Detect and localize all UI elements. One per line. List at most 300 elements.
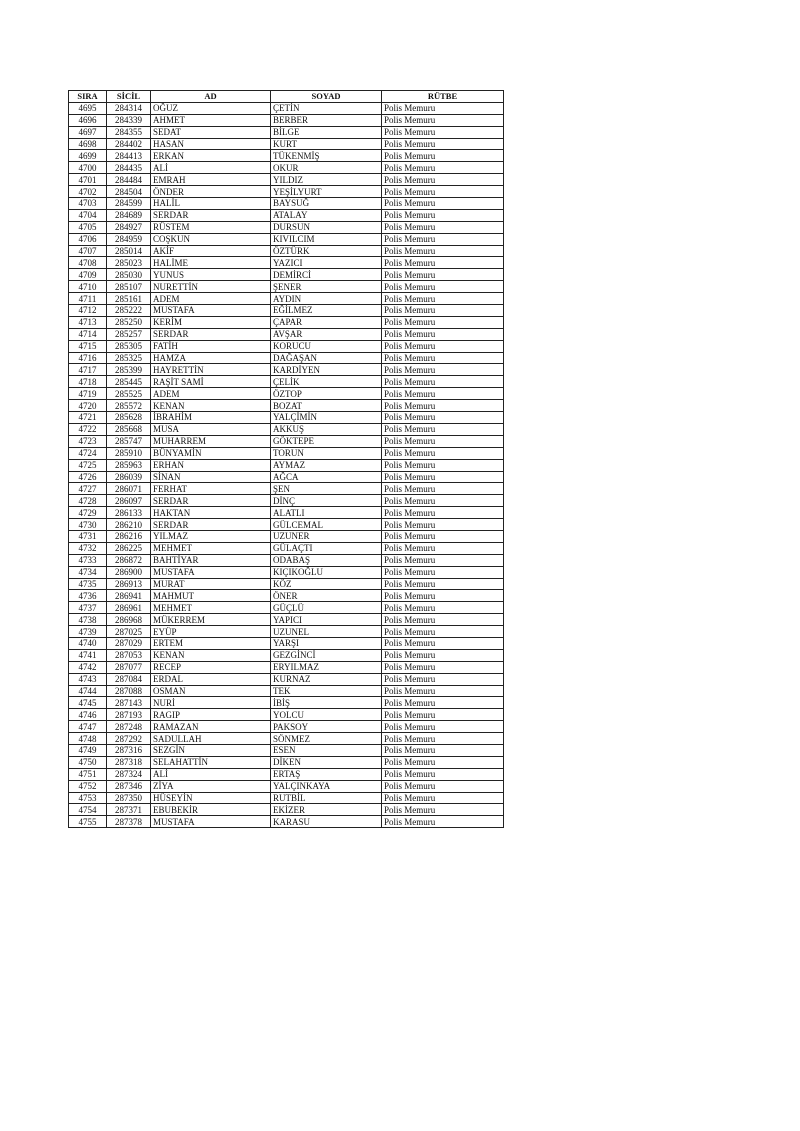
cell-rutbe: Polis Memuru xyxy=(382,626,504,638)
cell-ad: HAYRETTİN xyxy=(151,364,271,376)
cell-sira: 4718 xyxy=(69,376,107,388)
cell-rutbe: Polis Memuru xyxy=(382,768,504,780)
cell-ad: OĞUZ xyxy=(151,102,271,114)
table-row xyxy=(69,590,504,602)
cell-ad: RAMAZAN xyxy=(151,721,271,733)
cell-rutbe: Polis Memuru xyxy=(382,281,504,293)
cell-sicil: 285525 xyxy=(107,388,151,400)
cell-rutbe: Polis Memuru xyxy=(382,352,504,364)
cell-rutbe: Polis Memuru xyxy=(382,305,504,317)
cell-soyad: ERTAŞ xyxy=(271,768,382,780)
table-row xyxy=(69,542,504,554)
cell-sira: 4702 xyxy=(69,186,107,198)
cell-soyad: KURNAZ xyxy=(271,673,382,685)
cell-sicil: 285030 xyxy=(107,269,151,281)
cell-soyad: ODABAŞ xyxy=(271,554,382,566)
cell-ad: RAŞİT SAMİ xyxy=(151,376,271,388)
cell-soyad: ÖZTOP xyxy=(271,388,382,400)
cell-soyad: KIÇIKOĞLU xyxy=(271,566,382,578)
cell-ad: ALİ xyxy=(151,768,271,780)
cell-sicil: 286225 xyxy=(107,542,151,554)
cell-sira: 4753 xyxy=(69,792,107,804)
cell-sira: 4709 xyxy=(69,269,107,281)
cell-sira: 4755 xyxy=(69,816,107,828)
cell-soyad: KARDİYEN xyxy=(271,364,382,376)
cell-sicil: 285325 xyxy=(107,352,151,364)
cell-sira: 4716 xyxy=(69,352,107,364)
cell-soyad: GÜLAÇTI xyxy=(271,542,382,554)
cell-ad: BÜNYAMİN xyxy=(151,447,271,459)
cell-ad: MURAT xyxy=(151,578,271,590)
cell-ad: HÜSEYİN xyxy=(151,792,271,804)
cell-sicil: 286216 xyxy=(107,530,151,542)
cell-soyad: BERBER xyxy=(271,114,382,126)
cell-sira: 4734 xyxy=(69,566,107,578)
cell-ad: EBUBEKİR xyxy=(151,804,271,816)
cell-sira: 4713 xyxy=(69,316,107,328)
cell-soyad: SÖNMEZ xyxy=(271,733,382,745)
table-row xyxy=(69,102,504,114)
table-row xyxy=(69,661,504,673)
cell-soyad: TEK xyxy=(271,685,382,697)
cell-soyad: ESEN xyxy=(271,744,382,756)
cell-rutbe: Polis Memuru xyxy=(382,198,504,210)
cell-ad: KENAN xyxy=(151,649,271,661)
cell-sicil: 286039 xyxy=(107,471,151,483)
cell-sicil: 287143 xyxy=(107,697,151,709)
cell-rutbe: Polis Memuru xyxy=(382,709,504,721)
cell-ad: AHMET xyxy=(151,114,271,126)
cell-soyad: AYMAZ xyxy=(271,459,382,471)
table-row xyxy=(69,233,504,245)
table-row xyxy=(69,637,504,649)
cell-sira: 4729 xyxy=(69,507,107,519)
table-row xyxy=(69,352,504,364)
cell-soyad: TÜKENMİŞ xyxy=(271,150,382,162)
cell-sira: 4725 xyxy=(69,459,107,471)
cell-sicil: 286968 xyxy=(107,614,151,626)
cell-rutbe: Polis Memuru xyxy=(382,138,504,150)
cell-sicil: 284413 xyxy=(107,150,151,162)
cell-rutbe: Polis Memuru xyxy=(382,507,504,519)
cell-rutbe: Polis Memuru xyxy=(382,233,504,245)
cell-soyad: AĞCA xyxy=(271,471,382,483)
cell-ad: ERTEM xyxy=(151,637,271,649)
cell-ad: RECEP xyxy=(151,661,271,673)
cell-sicil: 287350 xyxy=(107,792,151,804)
cell-sicil: 285747 xyxy=(107,435,151,447)
header-sira: SIRA xyxy=(69,91,107,103)
table-row xyxy=(69,709,504,721)
table-row xyxy=(69,519,504,531)
cell-sicil: 285668 xyxy=(107,423,151,435)
cell-sicil: 285161 xyxy=(107,293,151,305)
table-row xyxy=(69,316,504,328)
cell-ad: HAKTAN xyxy=(151,507,271,519)
table-body xyxy=(69,102,504,827)
cell-rutbe: Polis Memuru xyxy=(382,435,504,447)
cell-soyad: YARŞI xyxy=(271,637,382,649)
cell-soyad: KARASU xyxy=(271,816,382,828)
cell-sicil: 285250 xyxy=(107,316,151,328)
table-row xyxy=(69,780,504,792)
cell-sira: 4700 xyxy=(69,162,107,174)
cell-rutbe: Polis Memuru xyxy=(382,459,504,471)
table-row xyxy=(69,697,504,709)
table-row xyxy=(69,364,504,376)
cell-rutbe: Polis Memuru xyxy=(382,590,504,602)
cell-ad: ERDAL xyxy=(151,673,271,685)
cell-sira: 4747 xyxy=(69,721,107,733)
cell-ad: SELAHATTİN xyxy=(151,756,271,768)
table-row xyxy=(69,554,504,566)
table-row xyxy=(69,150,504,162)
cell-ad: YILMAZ xyxy=(151,530,271,542)
cell-soyad: GEZGİNCİ xyxy=(271,649,382,661)
cell-sira: 4743 xyxy=(69,673,107,685)
cell-rutbe: Polis Memuru xyxy=(382,447,504,459)
cell-sicil: 285910 xyxy=(107,447,151,459)
cell-soyad: KURT xyxy=(271,138,382,150)
cell-sira: 4732 xyxy=(69,542,107,554)
cell-sira: 4705 xyxy=(69,221,107,233)
cell-sicil: 285014 xyxy=(107,245,151,257)
cell-sira: 4712 xyxy=(69,305,107,317)
cell-ad: ZİYA xyxy=(151,780,271,792)
cell-sicil: 287248 xyxy=(107,721,151,733)
cell-rutbe: Polis Memuru xyxy=(382,257,504,269)
cell-ad: NURETTİN xyxy=(151,281,271,293)
cell-soyad: YEŞİLYURT xyxy=(271,186,382,198)
cell-sira: 4719 xyxy=(69,388,107,400)
cell-rutbe: Polis Memuru xyxy=(382,542,504,554)
cell-rutbe: Polis Memuru xyxy=(382,578,504,590)
cell-sicil: 286900 xyxy=(107,566,151,578)
cell-soyad: ÇELİK xyxy=(271,376,382,388)
cell-ad: SEZGİN xyxy=(151,744,271,756)
cell-rutbe: Polis Memuru xyxy=(382,566,504,578)
cell-ad: MUSTAFA xyxy=(151,566,271,578)
cell-ad: İBRAHİM xyxy=(151,412,271,424)
cell-sicil: 284689 xyxy=(107,209,151,221)
table-row xyxy=(69,459,504,471)
cell-rutbe: Polis Memuru xyxy=(382,733,504,745)
cell-sicil: 284314 xyxy=(107,102,151,114)
cell-soyad: AYDIN xyxy=(271,293,382,305)
table-header xyxy=(69,91,504,103)
cell-rutbe: Polis Memuru xyxy=(382,685,504,697)
cell-soyad: ÖZTÜRK xyxy=(271,245,382,257)
cell-soyad: ATALAY xyxy=(271,209,382,221)
cell-sira: 4717 xyxy=(69,364,107,376)
cell-rutbe: Polis Memuru xyxy=(382,364,504,376)
cell-soyad: DURSUN xyxy=(271,221,382,233)
cell-soyad: YAZICI xyxy=(271,257,382,269)
cell-sira: 4703 xyxy=(69,198,107,210)
cell-soyad: KIVILCIM xyxy=(271,233,382,245)
cell-sira: 4724 xyxy=(69,447,107,459)
cell-sira: 4746 xyxy=(69,709,107,721)
table-row xyxy=(69,649,504,661)
cell-soyad: GÖKTEPE xyxy=(271,435,382,447)
cell-sira: 4745 xyxy=(69,697,107,709)
cell-sicil: 285628 xyxy=(107,412,151,424)
cell-ad: KERİM xyxy=(151,316,271,328)
cell-ad: HALİL xyxy=(151,198,271,210)
cell-rutbe: Polis Memuru xyxy=(382,269,504,281)
cell-ad: NURİ xyxy=(151,697,271,709)
cell-soyad: ALATLI xyxy=(271,507,382,519)
personnel-table xyxy=(68,90,504,828)
table-row xyxy=(69,447,504,459)
cell-sicil: 286872 xyxy=(107,554,151,566)
cell-sira: 4739 xyxy=(69,626,107,638)
cell-ad: MAHMUT xyxy=(151,590,271,602)
cell-sicil: 285963 xyxy=(107,459,151,471)
cell-sicil: 286097 xyxy=(107,495,151,507)
cell-soyad: YALÇİMİN xyxy=(271,412,382,424)
cell-sira: 4751 xyxy=(69,768,107,780)
cell-soyad: YALÇINKAYA xyxy=(271,780,382,792)
table-row xyxy=(69,507,504,519)
cell-ad: FATİH xyxy=(151,340,271,352)
table-row xyxy=(69,340,504,352)
cell-sira: 4737 xyxy=(69,602,107,614)
cell-rutbe: Polis Memuru xyxy=(382,150,504,162)
cell-sira: 4726 xyxy=(69,471,107,483)
cell-sicil: 287371 xyxy=(107,804,151,816)
cell-soyad: AVŞAR xyxy=(271,328,382,340)
cell-soyad: AKKUŞ xyxy=(271,423,382,435)
cell-sira: 4731 xyxy=(69,530,107,542)
table-row xyxy=(69,305,504,317)
cell-soyad: YOLCU xyxy=(271,709,382,721)
cell-sira: 4714 xyxy=(69,328,107,340)
cell-soyad: YAPICI xyxy=(271,614,382,626)
cell-sira: 4752 xyxy=(69,780,107,792)
cell-soyad: OKUR xyxy=(271,162,382,174)
cell-sicil: 284339 xyxy=(107,114,151,126)
table-row xyxy=(69,578,504,590)
cell-ad: ERHAN xyxy=(151,459,271,471)
table-row xyxy=(69,281,504,293)
cell-sira: 4754 xyxy=(69,804,107,816)
table-row xyxy=(69,744,504,756)
cell-sicil: 285023 xyxy=(107,257,151,269)
cell-ad: SİNAN xyxy=(151,471,271,483)
table-row xyxy=(69,721,504,733)
cell-soyad: UZUNER xyxy=(271,530,382,542)
cell-sicil: 286913 xyxy=(107,578,151,590)
cell-soyad: KÖZ xyxy=(271,578,382,590)
table-row xyxy=(69,257,504,269)
cell-soyad: ÇAPAR xyxy=(271,316,382,328)
cell-soyad: YILDIZ xyxy=(271,174,382,186)
cell-sira: 4707 xyxy=(69,245,107,257)
cell-soyad: GÜÇLÜ xyxy=(271,602,382,614)
table-row xyxy=(69,673,504,685)
cell-rutbe: Polis Memuru xyxy=(382,114,504,126)
table-row xyxy=(69,685,504,697)
cell-sicil: 285445 xyxy=(107,376,151,388)
cell-sira: 4720 xyxy=(69,400,107,412)
cell-soyad: RUTBİL xyxy=(271,792,382,804)
cell-soyad: EKİZER xyxy=(271,804,382,816)
cell-sicil: 286210 xyxy=(107,519,151,531)
cell-ad: OSMAN xyxy=(151,685,271,697)
table-row xyxy=(69,792,504,804)
cell-rutbe: Polis Memuru xyxy=(382,697,504,709)
cell-sicil: 285222 xyxy=(107,305,151,317)
cell-sira: 4736 xyxy=(69,590,107,602)
cell-soyad: PAKSOY xyxy=(271,721,382,733)
table-row xyxy=(69,471,504,483)
cell-rutbe: Polis Memuru xyxy=(382,186,504,198)
cell-sira: 4750 xyxy=(69,756,107,768)
cell-sicil: 284959 xyxy=(107,233,151,245)
cell-sicil: 287029 xyxy=(107,637,151,649)
cell-sicil: 285572 xyxy=(107,400,151,412)
cell-sicil: 287316 xyxy=(107,744,151,756)
cell-ad: EMRAH xyxy=(151,174,271,186)
cell-rutbe: Polis Memuru xyxy=(382,614,504,626)
table-row xyxy=(69,816,504,828)
cell-rutbe: Polis Memuru xyxy=(382,174,504,186)
cell-soyad: ERYILMAZ xyxy=(271,661,382,673)
cell-sicil: 287292 xyxy=(107,733,151,745)
cell-rutbe: Polis Memuru xyxy=(382,126,504,138)
cell-soyad: İBİŞ xyxy=(271,697,382,709)
cell-ad: YUNUS xyxy=(151,269,271,281)
table-row xyxy=(69,400,504,412)
cell-sira: 4704 xyxy=(69,209,107,221)
cell-rutbe: Polis Memuru xyxy=(382,673,504,685)
cell-sicil: 287324 xyxy=(107,768,151,780)
cell-sira: 4696 xyxy=(69,114,107,126)
cell-sicil: 287053 xyxy=(107,649,151,661)
cell-rutbe: Polis Memuru xyxy=(382,744,504,756)
cell-sicil: 287318 xyxy=(107,756,151,768)
cell-ad: SERDAR xyxy=(151,328,271,340)
cell-sira: 4740 xyxy=(69,637,107,649)
table-row xyxy=(69,768,504,780)
table-row xyxy=(69,186,504,198)
cell-ad: SERDAR xyxy=(151,209,271,221)
cell-sira: 4722 xyxy=(69,423,107,435)
cell-rutbe: Polis Memuru xyxy=(382,400,504,412)
table-row xyxy=(69,495,504,507)
table-row xyxy=(69,138,504,150)
cell-ad: SERDAR xyxy=(151,495,271,507)
header-rutbe: RÜTBE xyxy=(382,91,504,103)
table-row xyxy=(69,174,504,186)
cell-soyad: GÜLCEMAL xyxy=(271,519,382,531)
cell-sira: 4741 xyxy=(69,649,107,661)
cell-soyad: ÖNER xyxy=(271,590,382,602)
cell-sicil: 285399 xyxy=(107,364,151,376)
table-row xyxy=(69,756,504,768)
cell-sira: 4748 xyxy=(69,733,107,745)
cell-ad: ADEM xyxy=(151,388,271,400)
header-soyad: SOYAD xyxy=(271,91,382,103)
cell-sira: 4728 xyxy=(69,495,107,507)
table-row xyxy=(69,198,504,210)
table-row xyxy=(69,602,504,614)
cell-ad: SEDAT xyxy=(151,126,271,138)
cell-ad: ALİ xyxy=(151,162,271,174)
cell-rutbe: Polis Memuru xyxy=(382,376,504,388)
table-row xyxy=(69,435,504,447)
table-row xyxy=(69,269,504,281)
cell-ad: ÖNDER xyxy=(151,186,271,198)
header-ad: AD xyxy=(151,91,271,103)
table-row xyxy=(69,221,504,233)
cell-sira: 4710 xyxy=(69,281,107,293)
cell-rutbe: Polis Memuru xyxy=(382,637,504,649)
cell-sicil: 284355 xyxy=(107,126,151,138)
cell-sicil: 287025 xyxy=(107,626,151,638)
cell-sira: 4744 xyxy=(69,685,107,697)
cell-sira: 4711 xyxy=(69,293,107,305)
cell-rutbe: Polis Memuru xyxy=(382,554,504,566)
cell-soyad: BİLGE xyxy=(271,126,382,138)
cell-sira: 4715 xyxy=(69,340,107,352)
cell-sira: 4699 xyxy=(69,150,107,162)
table-row xyxy=(69,388,504,400)
cell-ad: MEHMET xyxy=(151,542,271,554)
cell-sicil: 287193 xyxy=(107,709,151,721)
cell-soyad: TORUN xyxy=(271,447,382,459)
table-row xyxy=(69,114,504,126)
cell-rutbe: Polis Memuru xyxy=(382,661,504,673)
table-row xyxy=(69,566,504,578)
cell-ad: ERKAN xyxy=(151,150,271,162)
cell-sira: 4708 xyxy=(69,257,107,269)
cell-ad: RÜSTEM xyxy=(151,221,271,233)
cell-ad: MUSA xyxy=(151,423,271,435)
cell-rutbe: Polis Memuru xyxy=(382,471,504,483)
cell-sicil: 287084 xyxy=(107,673,151,685)
cell-rutbe: Polis Memuru xyxy=(382,340,504,352)
cell-soyad: BAYSUĞ xyxy=(271,198,382,210)
cell-sira: 4721 xyxy=(69,412,107,424)
cell-sicil: 287077 xyxy=(107,661,151,673)
table-row xyxy=(69,423,504,435)
cell-soyad: BOZAT xyxy=(271,400,382,412)
table-row xyxy=(69,626,504,638)
cell-rutbe: Polis Memuru xyxy=(382,519,504,531)
cell-soyad: ŞENER xyxy=(271,281,382,293)
table-row xyxy=(69,293,504,305)
cell-rutbe: Polis Memuru xyxy=(382,316,504,328)
cell-sira: 4727 xyxy=(69,483,107,495)
cell-sicil: 284435 xyxy=(107,162,151,174)
cell-ad: HASAN xyxy=(151,138,271,150)
cell-rutbe: Polis Memuru xyxy=(382,649,504,661)
cell-sicil: 284402 xyxy=(107,138,151,150)
cell-rutbe: Polis Memuru xyxy=(382,221,504,233)
cell-ad: COŞKUN xyxy=(151,233,271,245)
cell-sicil: 286133 xyxy=(107,507,151,519)
table-row xyxy=(69,614,504,626)
cell-rutbe: Polis Memuru xyxy=(382,721,504,733)
cell-soyad: DEMİRCİ xyxy=(271,269,382,281)
cell-sira: 4730 xyxy=(69,519,107,531)
cell-sira: 4701 xyxy=(69,174,107,186)
cell-rutbe: Polis Memuru xyxy=(382,328,504,340)
cell-sira: 4738 xyxy=(69,614,107,626)
table-row xyxy=(69,483,504,495)
